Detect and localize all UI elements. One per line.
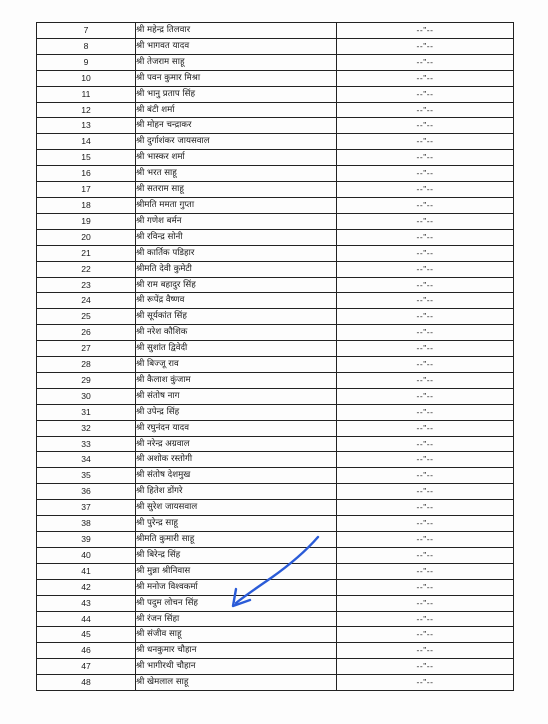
table-row	[37, 38, 514, 54]
member-name: श्री दुर्गाशंकर जायसवाल	[136, 134, 337, 150]
ditto-value: --"--	[337, 516, 514, 532]
serial-number: 39	[37, 532, 136, 548]
member-name: श्री रविन्द्र सोनी	[136, 229, 337, 245]
ditto-value: --"--	[337, 579, 514, 595]
ditto-value: --"--	[337, 23, 514, 39]
table-row	[37, 659, 514, 675]
table-row	[37, 484, 514, 500]
members-table	[36, 22, 514, 691]
ditto-value: --"--	[337, 627, 514, 643]
members-table-body	[37, 23, 514, 691]
member-name: श्री भास्कर शर्मा	[136, 150, 337, 166]
table-row	[37, 341, 514, 357]
serial-number: 17	[37, 182, 136, 198]
table-row	[37, 500, 514, 516]
ditto-value: --"--	[337, 229, 514, 245]
ditto-value: --"--	[337, 102, 514, 118]
member-name: श्री बिरेन्द्र सिंह	[136, 547, 337, 563]
serial-number: 35	[37, 468, 136, 484]
serial-number: 42	[37, 579, 136, 595]
member-name: श्री कैलाश कुंजाम	[136, 372, 337, 388]
member-name: श्रीमति ममता गुप्ता	[136, 197, 337, 213]
serial-number: 46	[37, 643, 136, 659]
ditto-value: --"--	[337, 500, 514, 516]
serial-number: 37	[37, 500, 136, 516]
ditto-value: --"--	[337, 166, 514, 182]
ditto-value: --"--	[337, 38, 514, 54]
member-name: श्री पवन कुमार मिश्रा	[136, 70, 337, 86]
ditto-value: --"--	[337, 293, 514, 309]
table-row	[37, 182, 514, 198]
ditto-value: --"--	[337, 54, 514, 70]
serial-number: 27	[37, 341, 136, 357]
serial-number: 18	[37, 197, 136, 213]
member-name: श्री सतराम साहू	[136, 182, 337, 198]
ditto-value: --"--	[337, 213, 514, 229]
member-name: श्री सुरेश जायसवाल	[136, 500, 337, 516]
member-name: श्री रघुनंदन यादव	[136, 420, 337, 436]
serial-number: 28	[37, 357, 136, 373]
ditto-value: --"--	[337, 643, 514, 659]
table-row	[37, 436, 514, 452]
member-name: श्री भानु प्रताप सिंह	[136, 86, 337, 102]
ditto-value: --"--	[337, 484, 514, 500]
member-name: श्री भागीरथी चौहान	[136, 659, 337, 675]
member-name: श्री मुन्ना श्रीनिवास	[136, 563, 337, 579]
member-name: श्री संतोष नाग	[136, 388, 337, 404]
ditto-value: --"--	[337, 468, 514, 484]
table-row	[37, 229, 514, 245]
table-row	[37, 627, 514, 643]
member-name: श्री राम बहादुर सिंह	[136, 277, 337, 293]
member-name: श्री रंजन सिंहा	[136, 611, 337, 627]
member-name: श्री सूर्यकांत सिंह	[136, 309, 337, 325]
serial-number: 12	[37, 102, 136, 118]
table-row	[37, 261, 514, 277]
ditto-value: --"--	[337, 404, 514, 420]
member-name: श्री पदुम लोचन सिंह	[136, 595, 337, 611]
ditto-value: --"--	[337, 150, 514, 166]
member-name: श्री नरेश कौशिक	[136, 325, 337, 341]
member-name: श्रीमति कुमारी साहू	[136, 532, 337, 548]
ditto-value: --"--	[337, 357, 514, 373]
ditto-value: --"--	[337, 420, 514, 436]
member-name: श्री बिज्जू राव	[136, 357, 337, 373]
ditto-value: --"--	[337, 547, 514, 563]
member-name: श्री नरेन्द्र अग्रवाल	[136, 436, 337, 452]
serial-number: 19	[37, 213, 136, 229]
ditto-value: --"--	[337, 675, 514, 691]
table-row	[37, 102, 514, 118]
table-row	[37, 611, 514, 627]
table-row	[37, 118, 514, 134]
ditto-value: --"--	[337, 182, 514, 198]
table-row	[37, 675, 514, 691]
serial-number: 34	[37, 452, 136, 468]
serial-number: 29	[37, 372, 136, 388]
member-name: श्री मोहन चन्द्राकर	[136, 118, 337, 134]
ditto-value: --"--	[337, 436, 514, 452]
member-name: श्री सुशांत द्विवेदी	[136, 341, 337, 357]
table-row	[37, 404, 514, 420]
ditto-value: --"--	[337, 261, 514, 277]
member-name: श्री महेन्द्र तिलवार	[136, 23, 337, 39]
serial-number: 15	[37, 150, 136, 166]
table-row	[37, 197, 514, 213]
serial-number: 40	[37, 547, 136, 563]
serial-number: 48	[37, 675, 136, 691]
member-name: श्रीमति देवी कुमेटी	[136, 261, 337, 277]
ditto-value: --"--	[337, 595, 514, 611]
member-name: श्री संजीव साहू	[136, 627, 337, 643]
table-row	[37, 357, 514, 373]
member-name: श्री रूपेंद्र वैष्णव	[136, 293, 337, 309]
table-row	[37, 245, 514, 261]
ditto-value: --"--	[337, 388, 514, 404]
member-name: श्री कार्तिक पडिहार	[136, 245, 337, 261]
member-name: श्री हितेश डोंगरे	[136, 484, 337, 500]
serial-number: 8	[37, 38, 136, 54]
ditto-value: --"--	[337, 277, 514, 293]
serial-number: 24	[37, 293, 136, 309]
table-row	[37, 134, 514, 150]
serial-number: 38	[37, 516, 136, 532]
table-row	[37, 166, 514, 182]
ditto-value: --"--	[337, 452, 514, 468]
ditto-value: --"--	[337, 532, 514, 548]
serial-number: 47	[37, 659, 136, 675]
member-name: श्री अशोक रस्तोगी	[136, 452, 337, 468]
table-row	[37, 325, 514, 341]
ditto-value: --"--	[337, 70, 514, 86]
serial-number: 36	[37, 484, 136, 500]
table-row	[37, 563, 514, 579]
serial-number: 32	[37, 420, 136, 436]
serial-number: 22	[37, 261, 136, 277]
member-name: श्री मनोज विश्वकर्मा	[136, 579, 337, 595]
ditto-value: --"--	[337, 341, 514, 357]
ditto-value: --"--	[337, 563, 514, 579]
serial-number: 41	[37, 563, 136, 579]
member-name: श्री संतोष देशमुख	[136, 468, 337, 484]
serial-number: 44	[37, 611, 136, 627]
serial-number: 31	[37, 404, 136, 420]
table-row	[37, 643, 514, 659]
table-row	[37, 86, 514, 102]
table-row	[37, 277, 514, 293]
table-row	[37, 516, 514, 532]
ditto-value: --"--	[337, 134, 514, 150]
serial-number: 9	[37, 54, 136, 70]
table-row	[37, 595, 514, 611]
member-name: श्री खेमलाल साहू	[136, 675, 337, 691]
ditto-value: --"--	[337, 309, 514, 325]
member-name: श्री भागवत यादव	[136, 38, 337, 54]
ditto-value: --"--	[337, 659, 514, 675]
table-row	[37, 309, 514, 325]
table-row	[37, 70, 514, 86]
serial-number: 21	[37, 245, 136, 261]
ditto-value: --"--	[337, 86, 514, 102]
serial-number: 43	[37, 595, 136, 611]
serial-number: 7	[37, 23, 136, 39]
member-name: श्री पुरेन्द्र साहू	[136, 516, 337, 532]
serial-number: 45	[37, 627, 136, 643]
serial-number: 16	[37, 166, 136, 182]
table-row	[37, 452, 514, 468]
table-row	[37, 547, 514, 563]
serial-number: 13	[37, 118, 136, 134]
ditto-value: --"--	[337, 245, 514, 261]
table-row	[37, 468, 514, 484]
member-name: श्री बंटी शर्मा	[136, 102, 337, 118]
table-row	[37, 54, 514, 70]
table-row	[37, 213, 514, 229]
serial-number: 11	[37, 86, 136, 102]
table-row	[37, 293, 514, 309]
serial-number: 14	[37, 134, 136, 150]
table-row	[37, 372, 514, 388]
ditto-value: --"--	[337, 325, 514, 341]
member-name: श्री धनकुमार चौहान	[136, 643, 337, 659]
serial-number: 33	[37, 436, 136, 452]
table-row	[37, 23, 514, 39]
member-name: श्री गणेश बर्मन	[136, 213, 337, 229]
table-row	[37, 579, 514, 595]
ditto-value: --"--	[337, 197, 514, 213]
ditto-value: --"--	[337, 372, 514, 388]
member-name: श्री उपेन्द्र सिंह	[136, 404, 337, 420]
serial-number: 30	[37, 388, 136, 404]
member-name: श्री तेजराम साहू	[136, 54, 337, 70]
serial-number: 20	[37, 229, 136, 245]
table-row	[37, 150, 514, 166]
serial-number: 25	[37, 309, 136, 325]
table-row	[37, 388, 514, 404]
serial-number: 26	[37, 325, 136, 341]
serial-number: 23	[37, 277, 136, 293]
ditto-value: --"--	[337, 611, 514, 627]
serial-number: 10	[37, 70, 136, 86]
member-name: श्री भरत साहू	[136, 166, 337, 182]
table-row	[37, 532, 514, 548]
ditto-value: --"--	[337, 118, 514, 134]
table-row	[37, 420, 514, 436]
